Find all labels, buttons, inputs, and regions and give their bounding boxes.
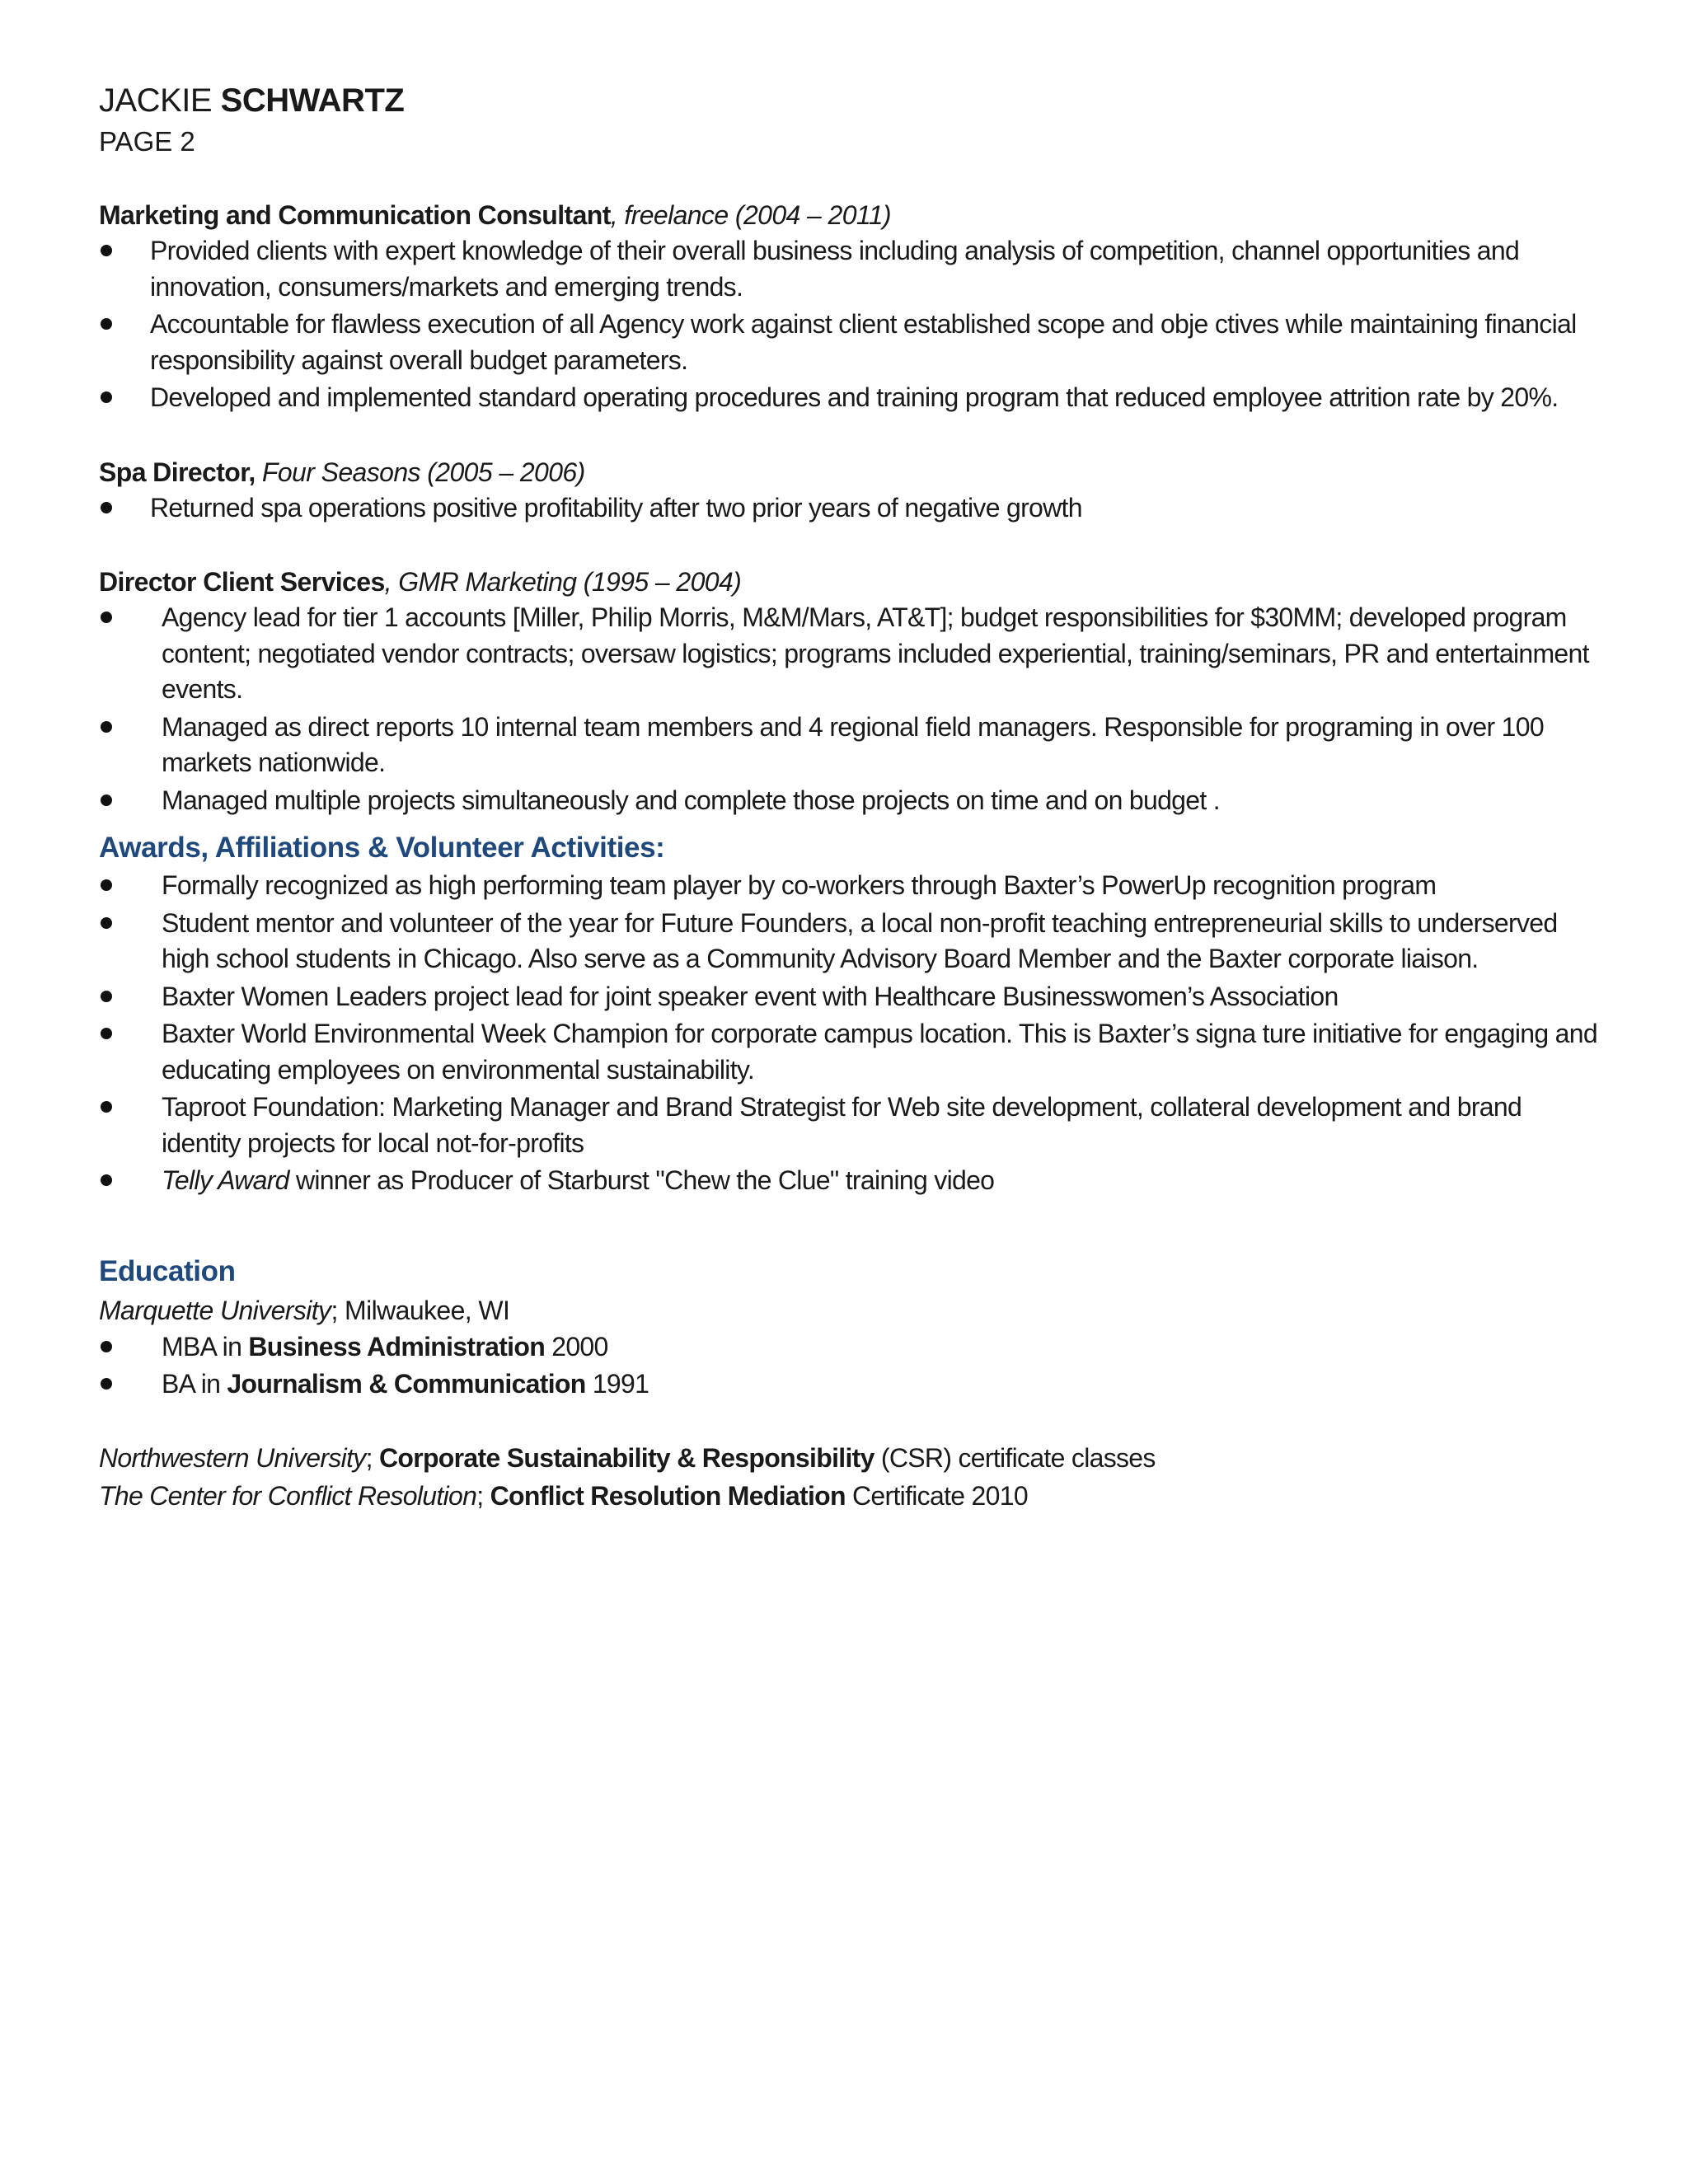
- list-item: [99, 783, 1607, 819]
- bullet-icon: [101, 245, 112, 256]
- cert-school: Northwestern University: [99, 1442, 366, 1473]
- bullet-icon: [101, 1174, 112, 1186]
- awards-section: [99, 828, 1607, 1199]
- bullet-text: winner as Producer of Starburst "Chew the Clue" training video: [288, 1165, 995, 1195]
- cert-detail: (CSR) certificate classes: [874, 1442, 1156, 1473]
- bullet-text: Baxter World Environmental Week Champion for corporate campus location. This is Baxter’s signa ture initiative for engaging and educating employees on environmental sustainability.: [162, 1019, 1597, 1085]
- school-name: Marquette University: [99, 1295, 331, 1325]
- telly-award: Telly Award: [162, 1165, 289, 1195]
- list-item: [99, 380, 1607, 416]
- certificate-line: [99, 1439, 1607, 1477]
- job-title: [99, 564, 1607, 600]
- bullet-icon: [101, 1028, 112, 1039]
- awards-bullets: [99, 868, 1607, 1199]
- school-location: ; Milwaukee, WI: [331, 1295, 510, 1325]
- job-bullets: [99, 233, 1607, 416]
- cert-separator: ;: [365, 1442, 379, 1473]
- cert-program: Conflict Resolution Mediation: [490, 1480, 846, 1511]
- degree-list: [99, 1329, 1607, 1403]
- certificate-line: [99, 1477, 1607, 1515]
- bullet-icon: [101, 794, 112, 806]
- list-item: [99, 710, 1607, 781]
- bullet-icon: [101, 318, 112, 330]
- job-role: Director Client Services: [99, 567, 385, 597]
- list-item: [99, 1090, 1607, 1161]
- job-role: Spa Director,: [99, 457, 256, 487]
- page-number: PAGE 2: [99, 126, 195, 157]
- degree-year: 1991: [585, 1369, 649, 1399]
- bullet-icon: [101, 391, 112, 403]
- job-title: [99, 454, 1607, 490]
- job-bullets: [99, 490, 1607, 527]
- job-entry: [99, 197, 1607, 416]
- bullet-text: Accountable for flawless execution of all Agency work against client established scope and obje ctives while maintaining financial responsibility against overall budget parameters.: [150, 309, 1577, 375]
- education-section: [99, 1252, 1607, 1403]
- list-item: [99, 1366, 1607, 1403]
- degree-prefix: BA in: [162, 1369, 227, 1399]
- bullet-text: Managed as direct reports 10 internal team members and 4 regional field managers. Responsible for programing in over 100 markets nationwide.: [162, 711, 1544, 777]
- bullet-text: Developed and implemented standard operating procedures and training program that reduced employee attrition rate by 20%.: [150, 382, 1559, 412]
- job-entry: [99, 564, 1607, 818]
- awards-heading: Awards, Affiliations & Volunteer Activities:: [99, 832, 665, 864]
- bullet-text: Provided clients with expert knowledge of their overall business including analysis of competition, channel opportunities and innovation, consumers/markets and emerging trends.: [150, 236, 1520, 302]
- first-name: JACKIE: [99, 82, 213, 119]
- degree-year: 2000: [545, 1331, 608, 1361]
- job-org: , GMR Marketing (1995 – 2004): [384, 567, 742, 597]
- bullet-icon: [101, 1101, 112, 1113]
- education-heading: Education: [99, 1254, 236, 1287]
- list-item: [99, 307, 1607, 378]
- bullet-icon: [101, 1341, 112, 1352]
- bullet-icon: [101, 721, 112, 733]
- bullet-icon: [101, 879, 112, 891]
- bullet-text: Taproot Foundation: Marketing Manager and Brand Strategist for Web site development, collateral development and brand identity projects for local not-for-profits: [162, 1092, 1522, 1158]
- bullet-text: Student mentor and volunteer of the year for Future Founders, a local non-profit teaching entrepreneurial skills to underserved high school students in Chicago. Also serve as a Community Advisory Board Member and the Baxter corporate liaison.: [162, 907, 1558, 973]
- list-item: [99, 490, 1607, 527]
- bullet-text: Baxter Women Leaders project lead for joint speaker event with Healthcare Businesswomen’s Association: [162, 981, 1339, 1011]
- job-org: Four Seasons (2005 – 2006): [255, 457, 585, 487]
- resume-page: [99, 78, 1607, 1515]
- list-item: [99, 1016, 1607, 1088]
- bullet-text: Agency lead for tier 1 accounts [Miller, Philip Morris, M&M/Mars, AT&T]; budget responsibilities for $30MM; developed program content; negotiated vendor contracts; oversaw logistics; programs included experiential, training/seminars, PR and entertainment events.: [162, 602, 1589, 704]
- job-role: Marketing and Communication Consultant: [99, 200, 611, 230]
- job-entry: [99, 454, 1607, 527]
- bullet-icon: [101, 917, 112, 929]
- degree-prefix: MBA in: [162, 1331, 249, 1361]
- list-item: [99, 979, 1607, 1015]
- cert-school: The Center for Conflict Resolution: [99, 1480, 477, 1511]
- last-name: SCHWARTZ: [220, 82, 405, 119]
- list-item: [99, 906, 1607, 977]
- degree-field: Business Administration: [248, 1331, 546, 1361]
- bullet-icon: [101, 612, 112, 623]
- job-title: [99, 197, 1607, 233]
- bullet-icon: [101, 991, 112, 1002]
- bullet-text: Returned spa operations positive profitability after two prior years of negative growth: [150, 492, 1082, 523]
- list-item: [99, 600, 1607, 708]
- bullet-icon: [101, 1378, 112, 1390]
- bullet-icon: [101, 502, 112, 513]
- bullet-text: Managed multiple projects simultaneously and complete those projects on time and on budget .: [162, 785, 1220, 815]
- bullet-text: Formally recognized as high performing team player by co-workers through Baxter’s PowerUp recognition program: [162, 870, 1437, 900]
- list-item: [99, 868, 1607, 904]
- list-item: [99, 1329, 1607, 1366]
- list-item: [99, 1163, 1607, 1199]
- cert-program: Corporate Sustainability & Responsibility: [378, 1442, 874, 1473]
- degree-field: Journalism & Communication: [227, 1369, 586, 1399]
- candidate-name: [99, 78, 1607, 123]
- cert-separator: ;: [476, 1480, 490, 1511]
- cert-detail: Certificate 2010: [845, 1480, 1028, 1511]
- list-item: [99, 233, 1607, 305]
- school-line: [99, 1291, 1607, 1329]
- job-bullets: [99, 600, 1607, 818]
- job-org: , freelance (2004 – 2011): [610, 200, 891, 230]
